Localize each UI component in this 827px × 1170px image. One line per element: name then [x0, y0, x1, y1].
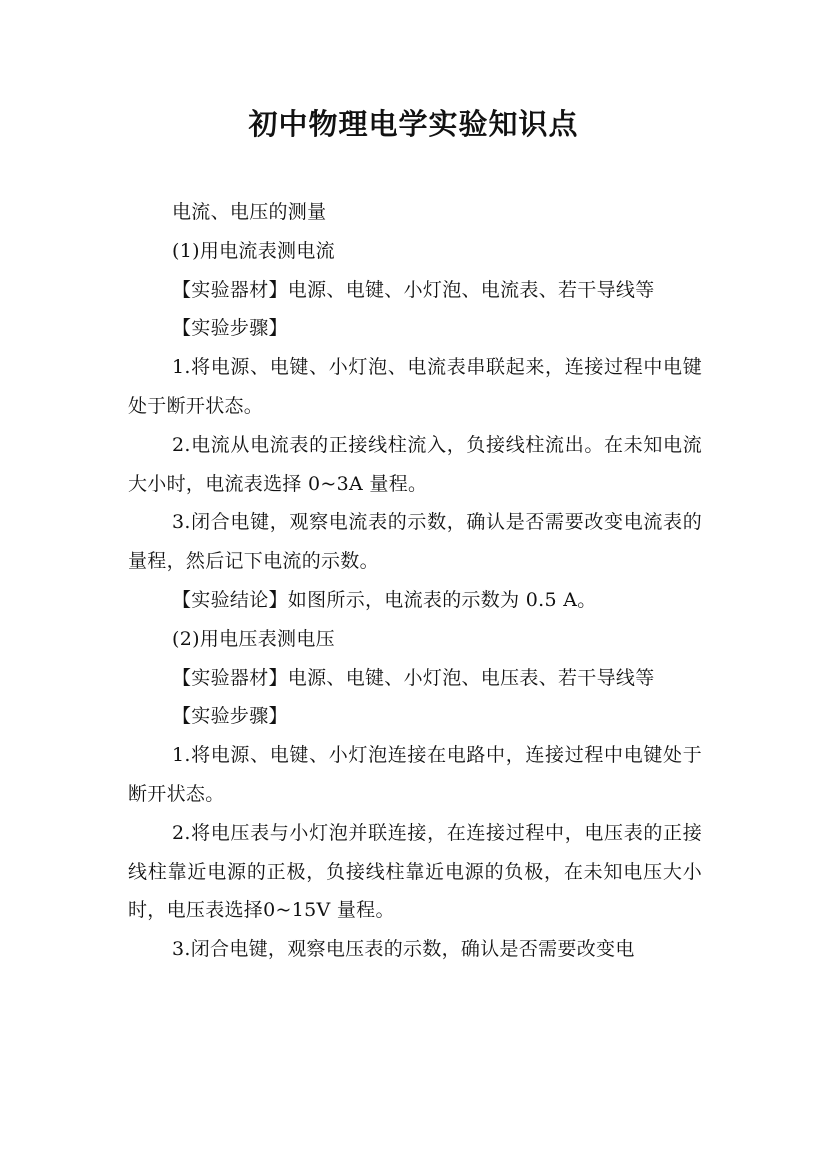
document-body — [128, 193, 702, 969]
paragraph-equipment-ammeter: 【实验器材】电源、电键、小灯泡、电流表、若干导线等 — [172, 278, 655, 301]
paragraph-step-2-ammeter: 2.电流从电流表的正接线柱流入，负接线柱流出。在未知电流大小时，电流表选择 0~3A 量程。 — [128, 433, 702, 495]
paragraph-steps-heading-ammeter: 【实验步骤】 — [172, 317, 288, 340]
paragraph-step-3-ammeter: 3.闭合电键，观察电流表的示数，确认是否需要改变电流表的量程，然后记下电流的示数。 — [128, 511, 702, 573]
subsection-heading-voltmeter: (2)用电压表测电压 — [172, 627, 335, 650]
paragraph-step-1-voltmeter: 1.将电源、电键、小灯泡连接在电路中，连接过程中电键处于断开状态。 — [128, 744, 702, 805]
document-title: 初中物理电学实验知识点 — [248, 107, 579, 141]
paragraph-step-1-ammeter: 1.将电源、电键、小灯泡、电流表串联起来，连接过程中电键处于断开状态。 — [128, 356, 702, 417]
paragraph-step-2-voltmeter: 2.将电压表与小灯泡并联连接，在连接过程中，电压表的正接线柱靠近电源的正极，负接线柱靠近电源的负极，在未知电压大小时，电压表选择0~15V 量程。 — [128, 821, 702, 922]
section-heading-measurement: 电流、电压的测量 — [172, 201, 327, 223]
subsection-heading-ammeter: (1)用电流表测电流 — [172, 239, 335, 262]
paragraph-step-3-voltmeter: 3.闭合电键，观察电压表的示数，确认是否需要改变电 — [172, 938, 635, 961]
paragraph-steps-heading-voltmeter: 【实验步骤】 — [172, 705, 288, 728]
paragraph-equipment-voltmeter: 【实验器材】电源、电键、小灯泡、电压表、若干导线等 — [172, 666, 655, 689]
paragraph-conclusion-ammeter: 【实验结论】如图所示，电流表的示数为 0.5 A。 — [172, 588, 597, 611]
